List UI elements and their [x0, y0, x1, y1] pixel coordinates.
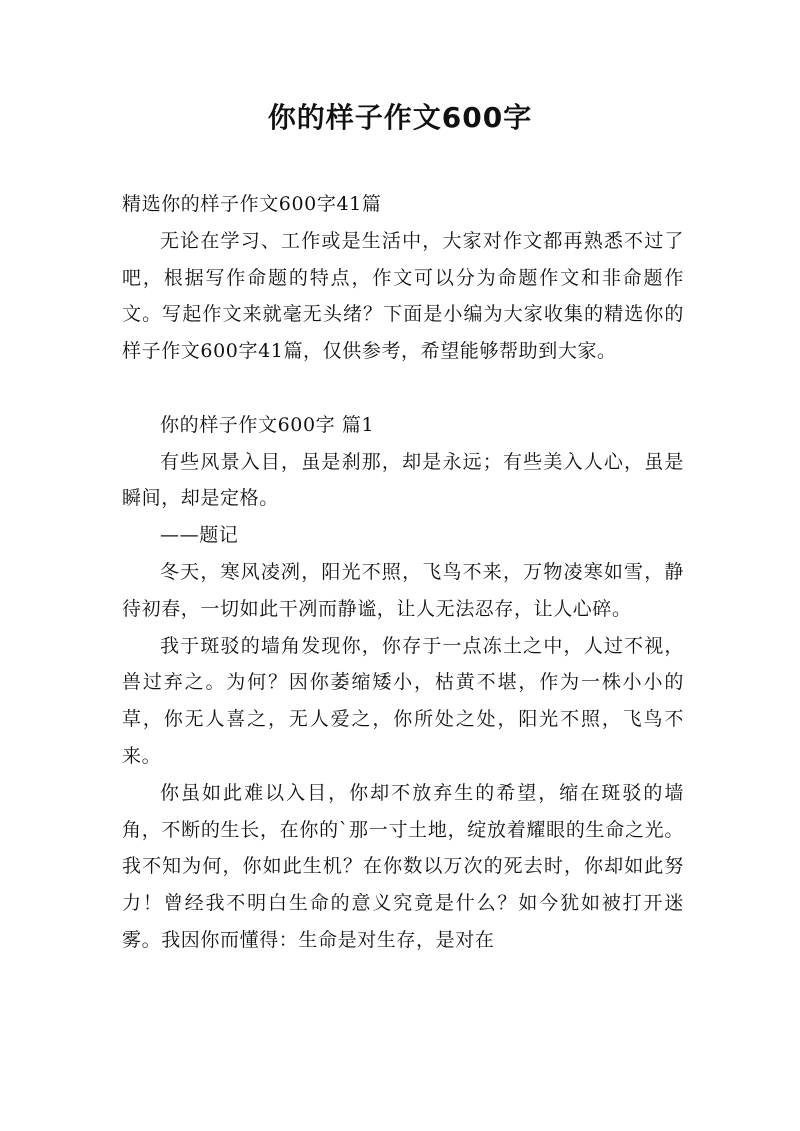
essay-paragraph: 有些风景入目，虽是刹那，却是永远；有些美入人心，虽是瞬间，却是定格。	[122, 450, 684, 510]
essay-paragraph: 冬天，寒风凌冽，阳光不照，飞鸟不来，万物凌寒如雪，静待初春，一切如此干冽而静谧，让人无法忍存，让人心碎。	[122, 560, 684, 620]
essay-paragraph: 你虽如此难以入目，你却不放弃生的希望，缩在斑驳的墙角，不断的生长，在你的`那一寸土地，绽放着耀眼的生命之光。我不知为何，你如此生机？在你数以万次的死去时，你却如此努力！曾经我不明白生命的意义究竟是什么？如今犹如被打开迷雾。我因你而懂得：生命是对生存，是对在	[122, 781, 684, 951]
document-body	[122, 186, 684, 959]
paragraph-spacer	[122, 370, 684, 407]
section-heading: 你的样子作文600字 篇1	[160, 413, 375, 436]
intro-paragraph: 无论在学习、工作或是生活中，大家对作文都再熟悉不过了吧，根据写作命题的特点，作文可以分为命题作文和非命题作文。写起作文来就毫无头绪？下面是小编为大家收集的精选你的样子作文600字41篇，仅供参考，希望能够帮助到大家。	[122, 229, 684, 363]
essay-paragraph: 我于斑驳的墙角发现你，你存于一点冻土之中，人过不视，兽过弃之。为何？因你萎缩矮小，枯黄不堪，作为一株小小的草，你无人喜之，无人爱之，你所处之处，阳光不照，飞鸟不来。	[122, 634, 684, 767]
document-title: 你的样子作文600字	[267, 101, 533, 134]
document-subtitle: 精选你的样子作文600字41篇	[122, 193, 382, 215]
essay-epigraph-attribution: ——题记	[160, 524, 239, 547]
